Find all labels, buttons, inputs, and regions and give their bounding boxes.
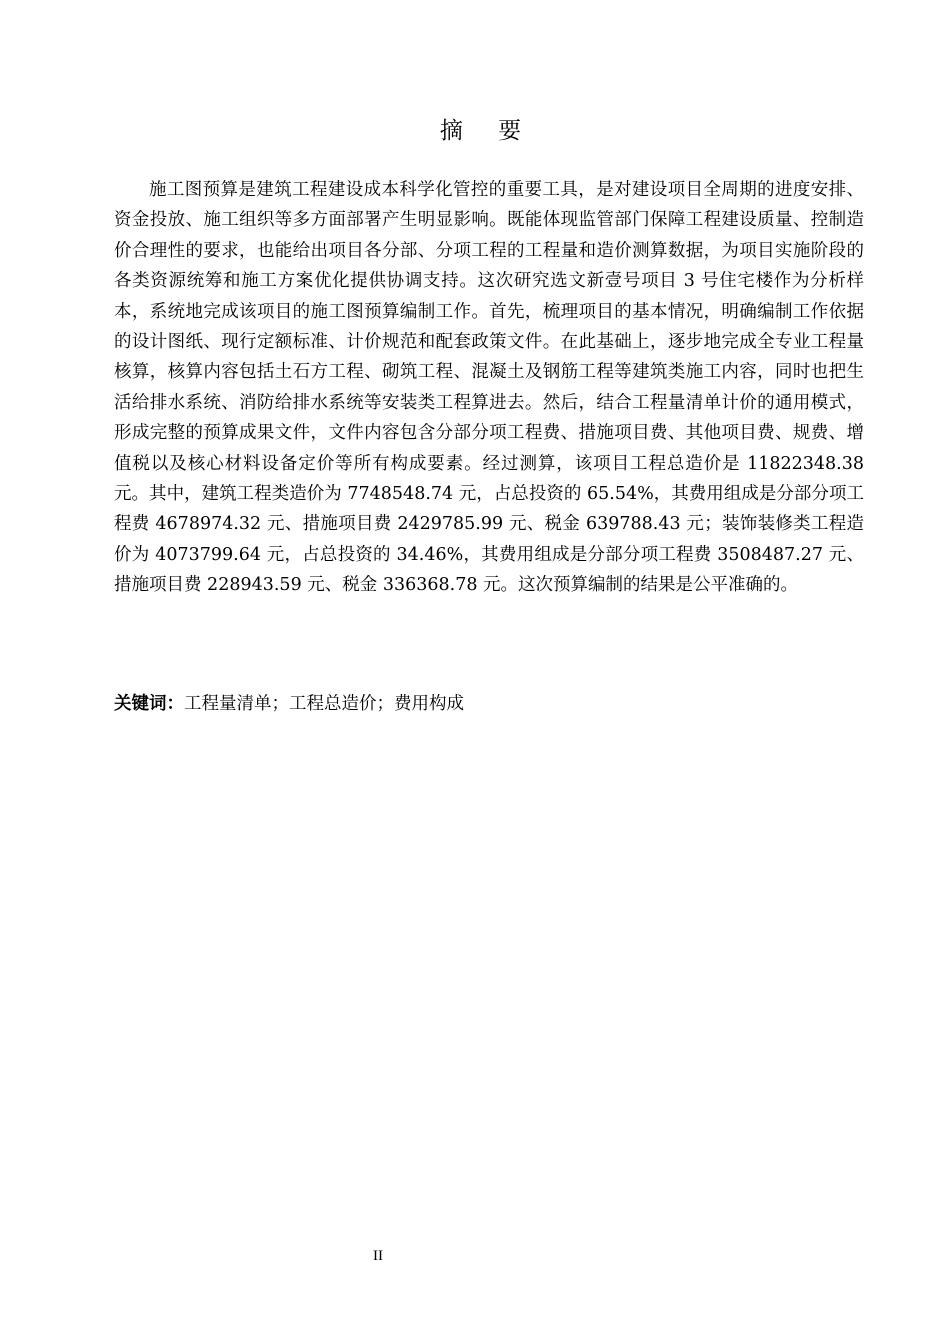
keywords-line: [114, 689, 864, 719]
abstract-paragraph: 施工图预算是建筑工程建设成本科学化管控的重要工具，是对建设项目全周期的进度安排、资金投放、施工组织等多方面部署产生明显影响。既能体现监管部门保障工程建设质量、控制造价合理性的要求，也能给出项目各分部、分项工程的工程量和造价测算数据，为项目实施阶段的各类资源统筹和施工方案优化提供协调支持。这次研究选文新壹号项目 3 号住宅楼作为分析样本，系统地完成该项目的施工图预算编制工作。首先，梳理项目的基本情况，明确编制工作依据的设计图纸、现行定额标准、计价规范和配套政策文件。在此基础上，逐步地完成全专业工程量核算，核算内容包括土石方工程、砌筑工程、混凝土及钢筋工程等建筑类施工内容，同时也把生活给排水系统、消防给排水系统等安装类工程算进去。然后，结合工程量清单计价的通用模式，形成完整的预算成果文件，文件内容包含分部分项工程费、措施项目费、其他项目费、规费、增值税以及核心材料设备定价等所有构成要素。经过测算，该项目工程总造价是 11822348.38 元。其中，建筑工程类造价为 7748548.74 元，占总投资的 65.54%，其费用组成是分部分项工程费 4678974.32 元、措施项目费 2429785.99 元、税金 639788.43 元；装饰装修类工程造价为 4073799.64 元，占总投资的 34.46%，其费用组成是分部分项工程费 3508487.27 元、措施项目费 228943.59 元、税金 336368.78 元。这次预算编制的结果是公平准确的。: [114, 180, 864, 596]
keywords-text: 工程量清单；工程总造价；费用构成: [184, 694, 464, 714]
keywords-label: 关键词：: [114, 694, 184, 714]
page-number: II: [373, 1248, 383, 1264]
page-title: 摘 要: [439, 118, 536, 144]
